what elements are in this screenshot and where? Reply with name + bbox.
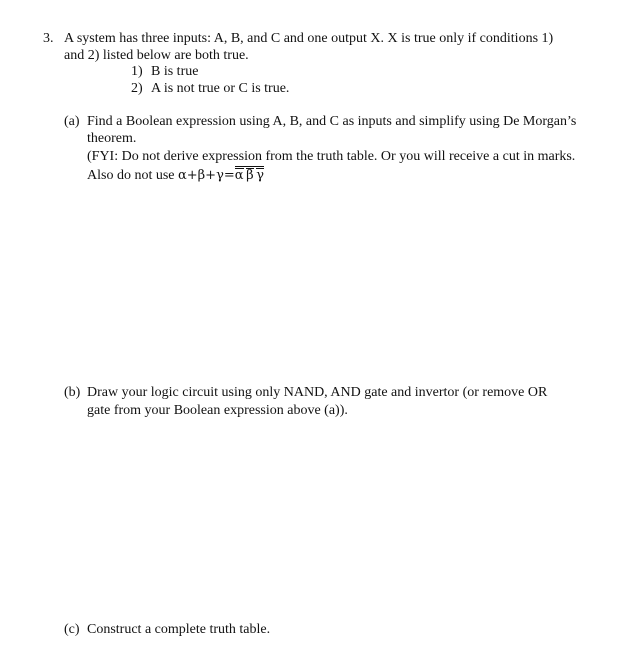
condition-2-number: 2) bbox=[131, 81, 143, 96]
part-a-line-4 bbox=[87, 166, 264, 184]
condition-1-number: 1) bbox=[131, 64, 143, 79]
de-morgan-formula bbox=[178, 168, 264, 183]
part-b-label: (b) bbox=[64, 385, 81, 400]
formula-gamma-bar: γ bbox=[256, 168, 265, 183]
condition-2-text: A is not true or C is true. bbox=[151, 81, 290, 96]
formula-beta-bar: β bbox=[246, 168, 254, 183]
question-intro-line-2: and 2) listed below are both true. bbox=[64, 48, 249, 63]
condition-1-text: B is true bbox=[151, 64, 199, 79]
formula-alpha-bar: α bbox=[234, 168, 244, 183]
part-c-label: (c) bbox=[64, 622, 80, 637]
part-a-label: (a) bbox=[64, 114, 80, 129]
part-a-line-3: (FYI: Do not derive expression from the truth table. Or you will receive a cut in marks. bbox=[87, 149, 576, 164]
part-b-line-1: Draw your logic circuit using only NAND, AND gate and invertor (or remove OR bbox=[87, 385, 548, 400]
question-intro-line-1: A system has three inputs: A, B, and C and one output X. X is true only if conditions 1) bbox=[64, 31, 554, 46]
part-b-line-2: gate from your Boolean expression above (a)). bbox=[87, 403, 348, 418]
formula-lhs: α+β+γ= bbox=[178, 168, 235, 183]
part-a-line-1: Find a Boolean expression using A, B, and C as inputs and simplify using De Morgan’s bbox=[87, 114, 577, 129]
part-a-line-4-prefix: Also do not use bbox=[87, 168, 178, 183]
part-c-line-1: Construct a complete truth table. bbox=[87, 622, 271, 637]
question-number: 3. bbox=[43, 31, 54, 46]
part-a-line-2: theorem. bbox=[87, 131, 137, 146]
formula-rhs-overbar bbox=[235, 166, 264, 183]
